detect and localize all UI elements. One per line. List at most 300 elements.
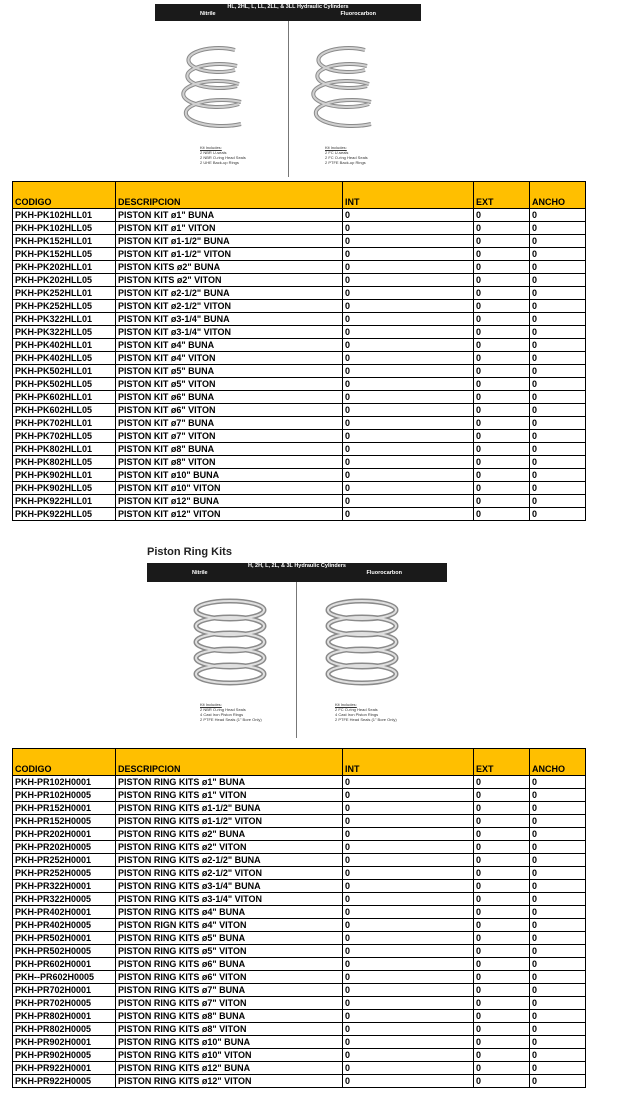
- descripcion-cell: PISTON RING KITS ø1-1/2" BUNA: [116, 802, 343, 815]
- column-header-descripcion: DESCRIPCION: [116, 182, 343, 209]
- ancho-cell: 0: [530, 1010, 586, 1023]
- descripcion-cell: PISTON RING KITS ø1-1/2" VITON: [116, 815, 343, 828]
- fluorocarbon-piston-kit-illustration: [305, 40, 395, 140]
- table-row: [13, 378, 586, 391]
- piston-kits-table: [12, 181, 586, 521]
- ext-cell: 0: [474, 1075, 530, 1088]
- ext-cell: 0: [474, 906, 530, 919]
- int-cell: 0: [343, 958, 474, 971]
- ext-cell: 0: [474, 1062, 530, 1075]
- ext-cell: 0: [474, 867, 530, 880]
- table-row: [13, 984, 586, 997]
- codigo-cell: PKH-PK922HLL05: [13, 508, 116, 521]
- descripcion-cell: PISTON KIT ø10" BUNA: [116, 469, 343, 482]
- figure1-fluorocarbon-kit-note: [325, 145, 368, 165]
- figure1-divider: [288, 21, 289, 177]
- int-cell: 0: [343, 300, 474, 313]
- table-row: [13, 1049, 586, 1062]
- int-cell: 0: [343, 984, 474, 997]
- ext-cell: 0: [474, 443, 530, 456]
- ext-cell: 0: [474, 378, 530, 391]
- ancho-cell: 0: [530, 456, 586, 469]
- table-header-row: [13, 182, 586, 209]
- ext-cell: 0: [474, 841, 530, 854]
- descripcion-cell: PISTON RING KITS ø6" BUNA: [116, 958, 343, 971]
- ancho-cell: 0: [530, 906, 586, 919]
- ancho-cell: 0: [530, 326, 586, 339]
- piston-ring-kits-table: [12, 748, 586, 1088]
- descripcion-cell: PISTON RING KITS ø7" BUNA: [116, 984, 343, 997]
- column-header-int: INT: [343, 749, 474, 776]
- ancho-cell: 0: [530, 854, 586, 867]
- figure2-header: [147, 563, 447, 582]
- table-row: [13, 508, 586, 521]
- int-cell: 0: [343, 469, 474, 482]
- ext-cell: 0: [474, 880, 530, 893]
- ext-cell: 0: [474, 932, 530, 945]
- codigo-cell: PKH-PK102HLL05: [13, 222, 116, 235]
- int-cell: 0: [343, 391, 474, 404]
- int-cell: 0: [343, 235, 474, 248]
- fluorocarbon-piston-ring-kit-illustration: [322, 596, 402, 696]
- ancho-cell: 0: [530, 971, 586, 984]
- codigo-cell: PKH-PK502HLL01: [13, 365, 116, 378]
- ancho-cell: 0: [530, 391, 586, 404]
- int-cell: 0: [343, 430, 474, 443]
- table-row: [13, 391, 586, 404]
- table-row: [13, 1023, 586, 1036]
- codigo-cell: PKH-PR252H0005: [13, 867, 116, 880]
- int-cell: 0: [343, 1036, 474, 1049]
- descripcion-cell: PISTON RING KITS ø12" VITON: [116, 1075, 343, 1088]
- ancho-cell: 0: [530, 1023, 586, 1036]
- table-row: [13, 997, 586, 1010]
- column-header-ext: EXT: [474, 749, 530, 776]
- ext-cell: 0: [474, 222, 530, 235]
- descripcion-cell: PISTON RING KITS ø2" BUNA: [116, 828, 343, 841]
- table-row: [13, 495, 586, 508]
- codigo-cell: PKH-PK252HLL01: [13, 287, 116, 300]
- int-cell: 0: [343, 945, 474, 958]
- codigo-cell: PKH-PK102HLL01: [13, 209, 116, 222]
- codigo-cell: PKH-PR202H0005: [13, 841, 116, 854]
- ext-cell: 0: [474, 287, 530, 300]
- descripcion-cell: PISTON KIT ø8" VITON: [116, 456, 343, 469]
- table-row: [13, 919, 586, 932]
- ext-cell: 0: [474, 248, 530, 261]
- ancho-cell: 0: [530, 300, 586, 313]
- ancho-cell: 0: [530, 508, 586, 521]
- codigo-cell: PKH-PR922H0001: [13, 1062, 116, 1075]
- figure1-header: [155, 4, 421, 21]
- ext-cell: 0: [474, 789, 530, 802]
- ext-cell: 0: [474, 958, 530, 971]
- int-cell: 0: [343, 352, 474, 365]
- codigo-cell: PKH-PR802H0001: [13, 1010, 116, 1023]
- int-cell: 0: [343, 802, 474, 815]
- ext-cell: 0: [474, 495, 530, 508]
- codigo-cell: PKH-PK402HLL05: [13, 352, 116, 365]
- ext-cell: 0: [474, 776, 530, 789]
- table-row: [13, 880, 586, 893]
- codigo-cell: PKH-PK402HLL01: [13, 339, 116, 352]
- ext-cell: 0: [474, 815, 530, 828]
- descripcion-cell: PISTON KIT ø6" BUNA: [116, 391, 343, 404]
- int-cell: 0: [343, 287, 474, 300]
- codigo-cell: PKH-PR322H0005: [13, 893, 116, 906]
- int-cell: 0: [343, 508, 474, 521]
- codigo-cell: PKH-PK602HLL05: [13, 404, 116, 417]
- ancho-cell: 0: [530, 430, 586, 443]
- table-row: [13, 235, 586, 248]
- ancho-cell: 0: [530, 932, 586, 945]
- table-row: [13, 313, 586, 326]
- descripcion-cell: PISTON RING KITS ø1" BUNA: [116, 776, 343, 789]
- section-title-piston-ring-kits: Piston Ring Kits: [147, 546, 232, 558]
- descripcion-cell: PISTON RING KITS ø5" BUNA: [116, 932, 343, 945]
- kit-note-line: 2 UHE Back-up Rings: [200, 160, 239, 165]
- column-header-codigo: CODIGO: [13, 182, 116, 209]
- int-cell: 0: [343, 443, 474, 456]
- codigo-cell: PKH-PR702H0001: [13, 984, 116, 997]
- int-cell: 0: [343, 854, 474, 867]
- table-row: [13, 906, 586, 919]
- ancho-cell: 0: [530, 443, 586, 456]
- codigo-cell: PKH-PK602HLL01: [13, 391, 116, 404]
- codigo-cell: PKH-PR902H0001: [13, 1036, 116, 1049]
- descripcion-cell: PISTON RING KITS ø8" BUNA: [116, 1010, 343, 1023]
- codigo-cell: PKH-PK802HLL05: [13, 456, 116, 469]
- kit-note-line: 2 NBR U-seals: [200, 150, 227, 155]
- codigo-cell: PKH-PK902HLL01: [13, 469, 116, 482]
- table-row: [13, 945, 586, 958]
- column-header-ancho: ANCHO: [530, 749, 586, 776]
- codigo-cell: PKH-PK252HLL05: [13, 300, 116, 313]
- ext-cell: 0: [474, 854, 530, 867]
- ext-cell: 0: [474, 1023, 530, 1036]
- descripcion-cell: PISTON KIT ø4" BUNA: [116, 339, 343, 352]
- piston-kits-rows: [13, 209, 586, 521]
- descripcion-cell: PISTON RING KITS ø12" BUNA: [116, 1062, 343, 1075]
- kit-note-title: Kit Includes:: [200, 702, 222, 707]
- table-row: [13, 828, 586, 841]
- kit-note-line: 4 Cast Iron Piston Rings: [200, 712, 244, 717]
- int-cell: 0: [343, 313, 474, 326]
- codigo-cell: PKH-PR802H0005: [13, 1023, 116, 1036]
- int-cell: 0: [343, 339, 474, 352]
- ancho-cell: 0: [530, 789, 586, 802]
- int-cell: 0: [343, 880, 474, 893]
- table-row: [13, 893, 586, 906]
- descripcion-cell: PISTON RING KITS ø1" VITON: [116, 789, 343, 802]
- codigo-cell: PKH-PR502H0001: [13, 932, 116, 945]
- ancho-cell: 0: [530, 365, 586, 378]
- descripcion-cell: PISTON RING KITS ø2-1/2" VITON: [116, 867, 343, 880]
- table-row: [13, 456, 586, 469]
- descripcion-cell: PISTON KIT ø8" BUNA: [116, 443, 343, 456]
- column-header-ancho: ANCHO: [530, 182, 586, 209]
- descripcion-cell: PISTON KIT ø1-1/2" BUNA: [116, 235, 343, 248]
- figure1-nitrile-kit-note: [200, 145, 246, 165]
- ancho-cell: 0: [530, 880, 586, 893]
- table-row: [13, 789, 586, 802]
- int-cell: 0: [343, 326, 474, 339]
- codigo-cell: PKH-PK702HLL05: [13, 430, 116, 443]
- ancho-cell: 0: [530, 235, 586, 248]
- int-cell: 0: [343, 274, 474, 287]
- int-cell: 0: [343, 971, 474, 984]
- codigo-cell: PKH-PK152HLL05: [13, 248, 116, 261]
- int-cell: 0: [343, 261, 474, 274]
- table-row: [13, 1062, 586, 1075]
- kit-note-line: 2 NBR O-ring Head Seals: [200, 707, 246, 712]
- figure1-nitrile-label: Nitrile: [200, 11, 216, 17]
- ext-cell: 0: [474, 997, 530, 1010]
- int-cell: 0: [343, 1062, 474, 1075]
- int-cell: 0: [343, 919, 474, 932]
- descripcion-cell: PISTON KIT ø2-1/2" VITON: [116, 300, 343, 313]
- descripcion-cell: PISTON RING KITS ø2" VITON: [116, 841, 343, 854]
- ancho-cell: 0: [530, 495, 586, 508]
- codigo-cell: PKH-PR502H0005: [13, 945, 116, 958]
- int-cell: 0: [343, 495, 474, 508]
- kit-note-line: 2 PTFE Back-up Rings: [325, 160, 366, 165]
- codigo-cell: PKH-PK922HLL01: [13, 495, 116, 508]
- ext-cell: 0: [474, 945, 530, 958]
- descripcion-cell: PISTON KIT ø2-1/2" BUNA: [116, 287, 343, 300]
- table-row: [13, 274, 586, 287]
- int-cell: 0: [343, 906, 474, 919]
- ext-cell: 0: [474, 313, 530, 326]
- codigo-cell: PKH-PK902HLL05: [13, 482, 116, 495]
- table-row: [13, 443, 586, 456]
- ext-cell: 0: [474, 971, 530, 984]
- int-cell: 0: [343, 365, 474, 378]
- ancho-cell: 0: [530, 815, 586, 828]
- table-row: [13, 404, 586, 417]
- column-header-descripcion: DESCRIPCION: [116, 749, 343, 776]
- descripcion-cell: PISTON KIT ø5" VITON: [116, 378, 343, 391]
- table-row: [13, 1010, 586, 1023]
- column-header-codigo: CODIGO: [13, 749, 116, 776]
- ancho-cell: 0: [530, 417, 586, 430]
- codigo-cell: PKH-PK802HLL01: [13, 443, 116, 456]
- table-row: [13, 326, 586, 339]
- ext-cell: 0: [474, 404, 530, 417]
- table-row: [13, 352, 586, 365]
- ext-cell: 0: [474, 984, 530, 997]
- codigo-cell: PKH-PR602H0001: [13, 958, 116, 971]
- ext-cell: 0: [474, 828, 530, 841]
- int-cell: 0: [343, 456, 474, 469]
- descripcion-cell: PISTON RIGN KITS ø4" VITON: [116, 919, 343, 932]
- kit-note-line: 2 FC O-ring Head Seals: [325, 155, 368, 160]
- ancho-cell: 0: [530, 313, 586, 326]
- kit-note-line: 4 Cast Iron Piston Rings: [335, 712, 379, 717]
- int-cell: 0: [343, 815, 474, 828]
- descripcion-cell: PISTON KIT ø3-1/4" VITON: [116, 326, 343, 339]
- ext-cell: 0: [474, 456, 530, 469]
- table-row: [13, 932, 586, 945]
- descripcion-cell: PISTON RING KITS ø5" VITON: [116, 945, 343, 958]
- codigo-cell: PKH-PR152H0001: [13, 802, 116, 815]
- ancho-cell: 0: [530, 404, 586, 417]
- descripcion-cell: PISTON KITS ø2" VITON: [116, 274, 343, 287]
- codigo-cell: PKH-PR902H0005: [13, 1049, 116, 1062]
- piston-ring-kits-rows: [13, 776, 586, 1088]
- int-cell: 0: [343, 828, 474, 841]
- codigo-cell: PKH-PR702H0005: [13, 997, 116, 1010]
- ext-cell: 0: [474, 1036, 530, 1049]
- figure2-fluorocarbon-kit-note: [335, 702, 397, 722]
- ancho-cell: 0: [530, 841, 586, 854]
- ext-cell: 0: [474, 261, 530, 274]
- codigo-cell: PKH-PR922H0005: [13, 1075, 116, 1088]
- ancho-cell: 0: [530, 802, 586, 815]
- table-row: [13, 287, 586, 300]
- ancho-cell: 0: [530, 378, 586, 391]
- table-row: [13, 815, 586, 828]
- table-row: [13, 854, 586, 867]
- figure2-nitrile-label: Nitrile: [192, 570, 208, 576]
- figure2-divider: [296, 582, 297, 738]
- ancho-cell: 0: [530, 776, 586, 789]
- ancho-cell: 0: [530, 1049, 586, 1062]
- ancho-cell: 0: [530, 482, 586, 495]
- ancho-cell: 0: [530, 828, 586, 841]
- descripcion-cell: PISTON KIT ø7" VITON: [116, 430, 343, 443]
- ext-cell: 0: [474, 274, 530, 287]
- table-row: [13, 1036, 586, 1049]
- kit-note-line: 2 NBR O-ring Head Seals: [200, 155, 246, 160]
- ext-cell: 0: [474, 326, 530, 339]
- table-row: [13, 482, 586, 495]
- descripcion-cell: PISTON KIT ø1" VITON: [116, 222, 343, 235]
- codigo-cell: PKH-PR402H0005: [13, 919, 116, 932]
- nitrile-piston-kit-illustration: [175, 40, 265, 140]
- kit-note-title: Kit Includes:: [325, 145, 347, 150]
- kit-note-line: 2 FC O-ring Head Seals: [335, 707, 378, 712]
- int-cell: 0: [343, 932, 474, 945]
- codigo-cell: PKH-PR252H0001: [13, 854, 116, 867]
- ancho-cell: 0: [530, 339, 586, 352]
- codigo-cell: PKH-PK502HLL05: [13, 378, 116, 391]
- ancho-cell: 0: [530, 997, 586, 1010]
- ancho-cell: 0: [530, 867, 586, 880]
- descripcion-cell: PISTON RING KITS ø7" VITON: [116, 997, 343, 1010]
- codigo-cell: PKH-PR102H0005: [13, 789, 116, 802]
- table-row: [13, 261, 586, 274]
- kit-note-line: 2 FC U-seals: [325, 150, 349, 155]
- table-row: [13, 222, 586, 235]
- ext-cell: 0: [474, 339, 530, 352]
- codigo-cell: PKH-PK152HLL01: [13, 235, 116, 248]
- descripcion-cell: PISTON RING KITS ø6" VITON: [116, 971, 343, 984]
- kit-note-title: Kit Includes:: [200, 145, 222, 150]
- ext-cell: 0: [474, 430, 530, 443]
- int-cell: 0: [343, 404, 474, 417]
- ancho-cell: 0: [530, 352, 586, 365]
- descripcion-cell: PISTON RING KITS ø10" VITON: [116, 1049, 343, 1062]
- int-cell: 0: [343, 378, 474, 391]
- int-cell: 0: [343, 1010, 474, 1023]
- codigo-cell: PKH-PK322HLL01: [13, 313, 116, 326]
- ext-cell: 0: [474, 482, 530, 495]
- int-cell: 0: [343, 789, 474, 802]
- int-cell: 0: [343, 776, 474, 789]
- codigo-cell: PKH-PR102H0001: [13, 776, 116, 789]
- ext-cell: 0: [474, 235, 530, 248]
- ancho-cell: 0: [530, 893, 586, 906]
- codigo-cell: PKH-PK702HLL01: [13, 417, 116, 430]
- descripcion-cell: PISTON RING KITS ø10" BUNA: [116, 1036, 343, 1049]
- descripcion-cell: PISTON KIT ø6" VITON: [116, 404, 343, 417]
- ancho-cell: 0: [530, 1036, 586, 1049]
- descripcion-cell: PISTON KITS ø2" BUNA: [116, 261, 343, 274]
- ext-cell: 0: [474, 1010, 530, 1023]
- table-row: [13, 430, 586, 443]
- descripcion-cell: PISTON KIT ø1-1/2" VITON: [116, 248, 343, 261]
- table-row: [13, 417, 586, 430]
- ext-cell: 0: [474, 919, 530, 932]
- descripcion-cell: PISTON KIT ø1" BUNA: [116, 209, 343, 222]
- descripcion-cell: PISTON KIT ø4" VITON: [116, 352, 343, 365]
- codigo-cell: PKH-PK202HLL01: [13, 261, 116, 274]
- ancho-cell: 0: [530, 209, 586, 222]
- table-row: [13, 776, 586, 789]
- table-row: [13, 209, 586, 222]
- int-cell: 0: [343, 1023, 474, 1036]
- descripcion-cell: PISTON KIT ø5" BUNA: [116, 365, 343, 378]
- codigo-cell: PKH-PK202HLL05: [13, 274, 116, 287]
- descripcion-cell: PISTON KIT ø12" BUNA: [116, 495, 343, 508]
- ancho-cell: 0: [530, 958, 586, 971]
- descripcion-cell: PISTON RING KITS ø3-1/4" BUNA: [116, 880, 343, 893]
- ancho-cell: 0: [530, 1062, 586, 1075]
- descripcion-cell: PISTON RING KITS ø4" BUNA: [116, 906, 343, 919]
- int-cell: 0: [343, 867, 474, 880]
- ancho-cell: 0: [530, 287, 586, 300]
- column-header-int: INT: [343, 182, 474, 209]
- kit-note-line: 2 PTFE Head Seals (1" Bore Only): [200, 717, 262, 722]
- int-cell: 0: [343, 1049, 474, 1062]
- codigo-cell: PKH-PR202H0001: [13, 828, 116, 841]
- ext-cell: 0: [474, 209, 530, 222]
- int-cell: 0: [343, 209, 474, 222]
- ext-cell: 0: [474, 508, 530, 521]
- ext-cell: 0: [474, 802, 530, 815]
- column-header-ext: EXT: [474, 182, 530, 209]
- ext-cell: 0: [474, 352, 530, 365]
- kit-note-line: 2 PTFE Head Seals (1" Bore Only): [335, 717, 397, 722]
- nitrile-piston-ring-kit-illustration: [190, 596, 270, 696]
- int-cell: 0: [343, 482, 474, 495]
- table-row: [13, 958, 586, 971]
- ext-cell: 0: [474, 417, 530, 430]
- codigo-cell: PKH-PR402H0001: [13, 906, 116, 919]
- int-cell: 0: [343, 1075, 474, 1088]
- table-row: [13, 365, 586, 378]
- ancho-cell: 0: [530, 261, 586, 274]
- int-cell: 0: [343, 417, 474, 430]
- codigo-cell: PKH-PK322HLL05: [13, 326, 116, 339]
- table-row: [13, 300, 586, 313]
- codigo-cell: PKH--PR602H0005: [13, 971, 116, 984]
- figure1-title: HL, 2HL, L, LL, 2LL, & 3LL Hydraulic Cylinders: [227, 4, 349, 10]
- ext-cell: 0: [474, 365, 530, 378]
- figure2-title: H, 2H, L, 2L, & 3L Hydraulic Cylinders: [247, 563, 346, 569]
- descripcion-cell: PISTON KIT ø12" VITON: [116, 508, 343, 521]
